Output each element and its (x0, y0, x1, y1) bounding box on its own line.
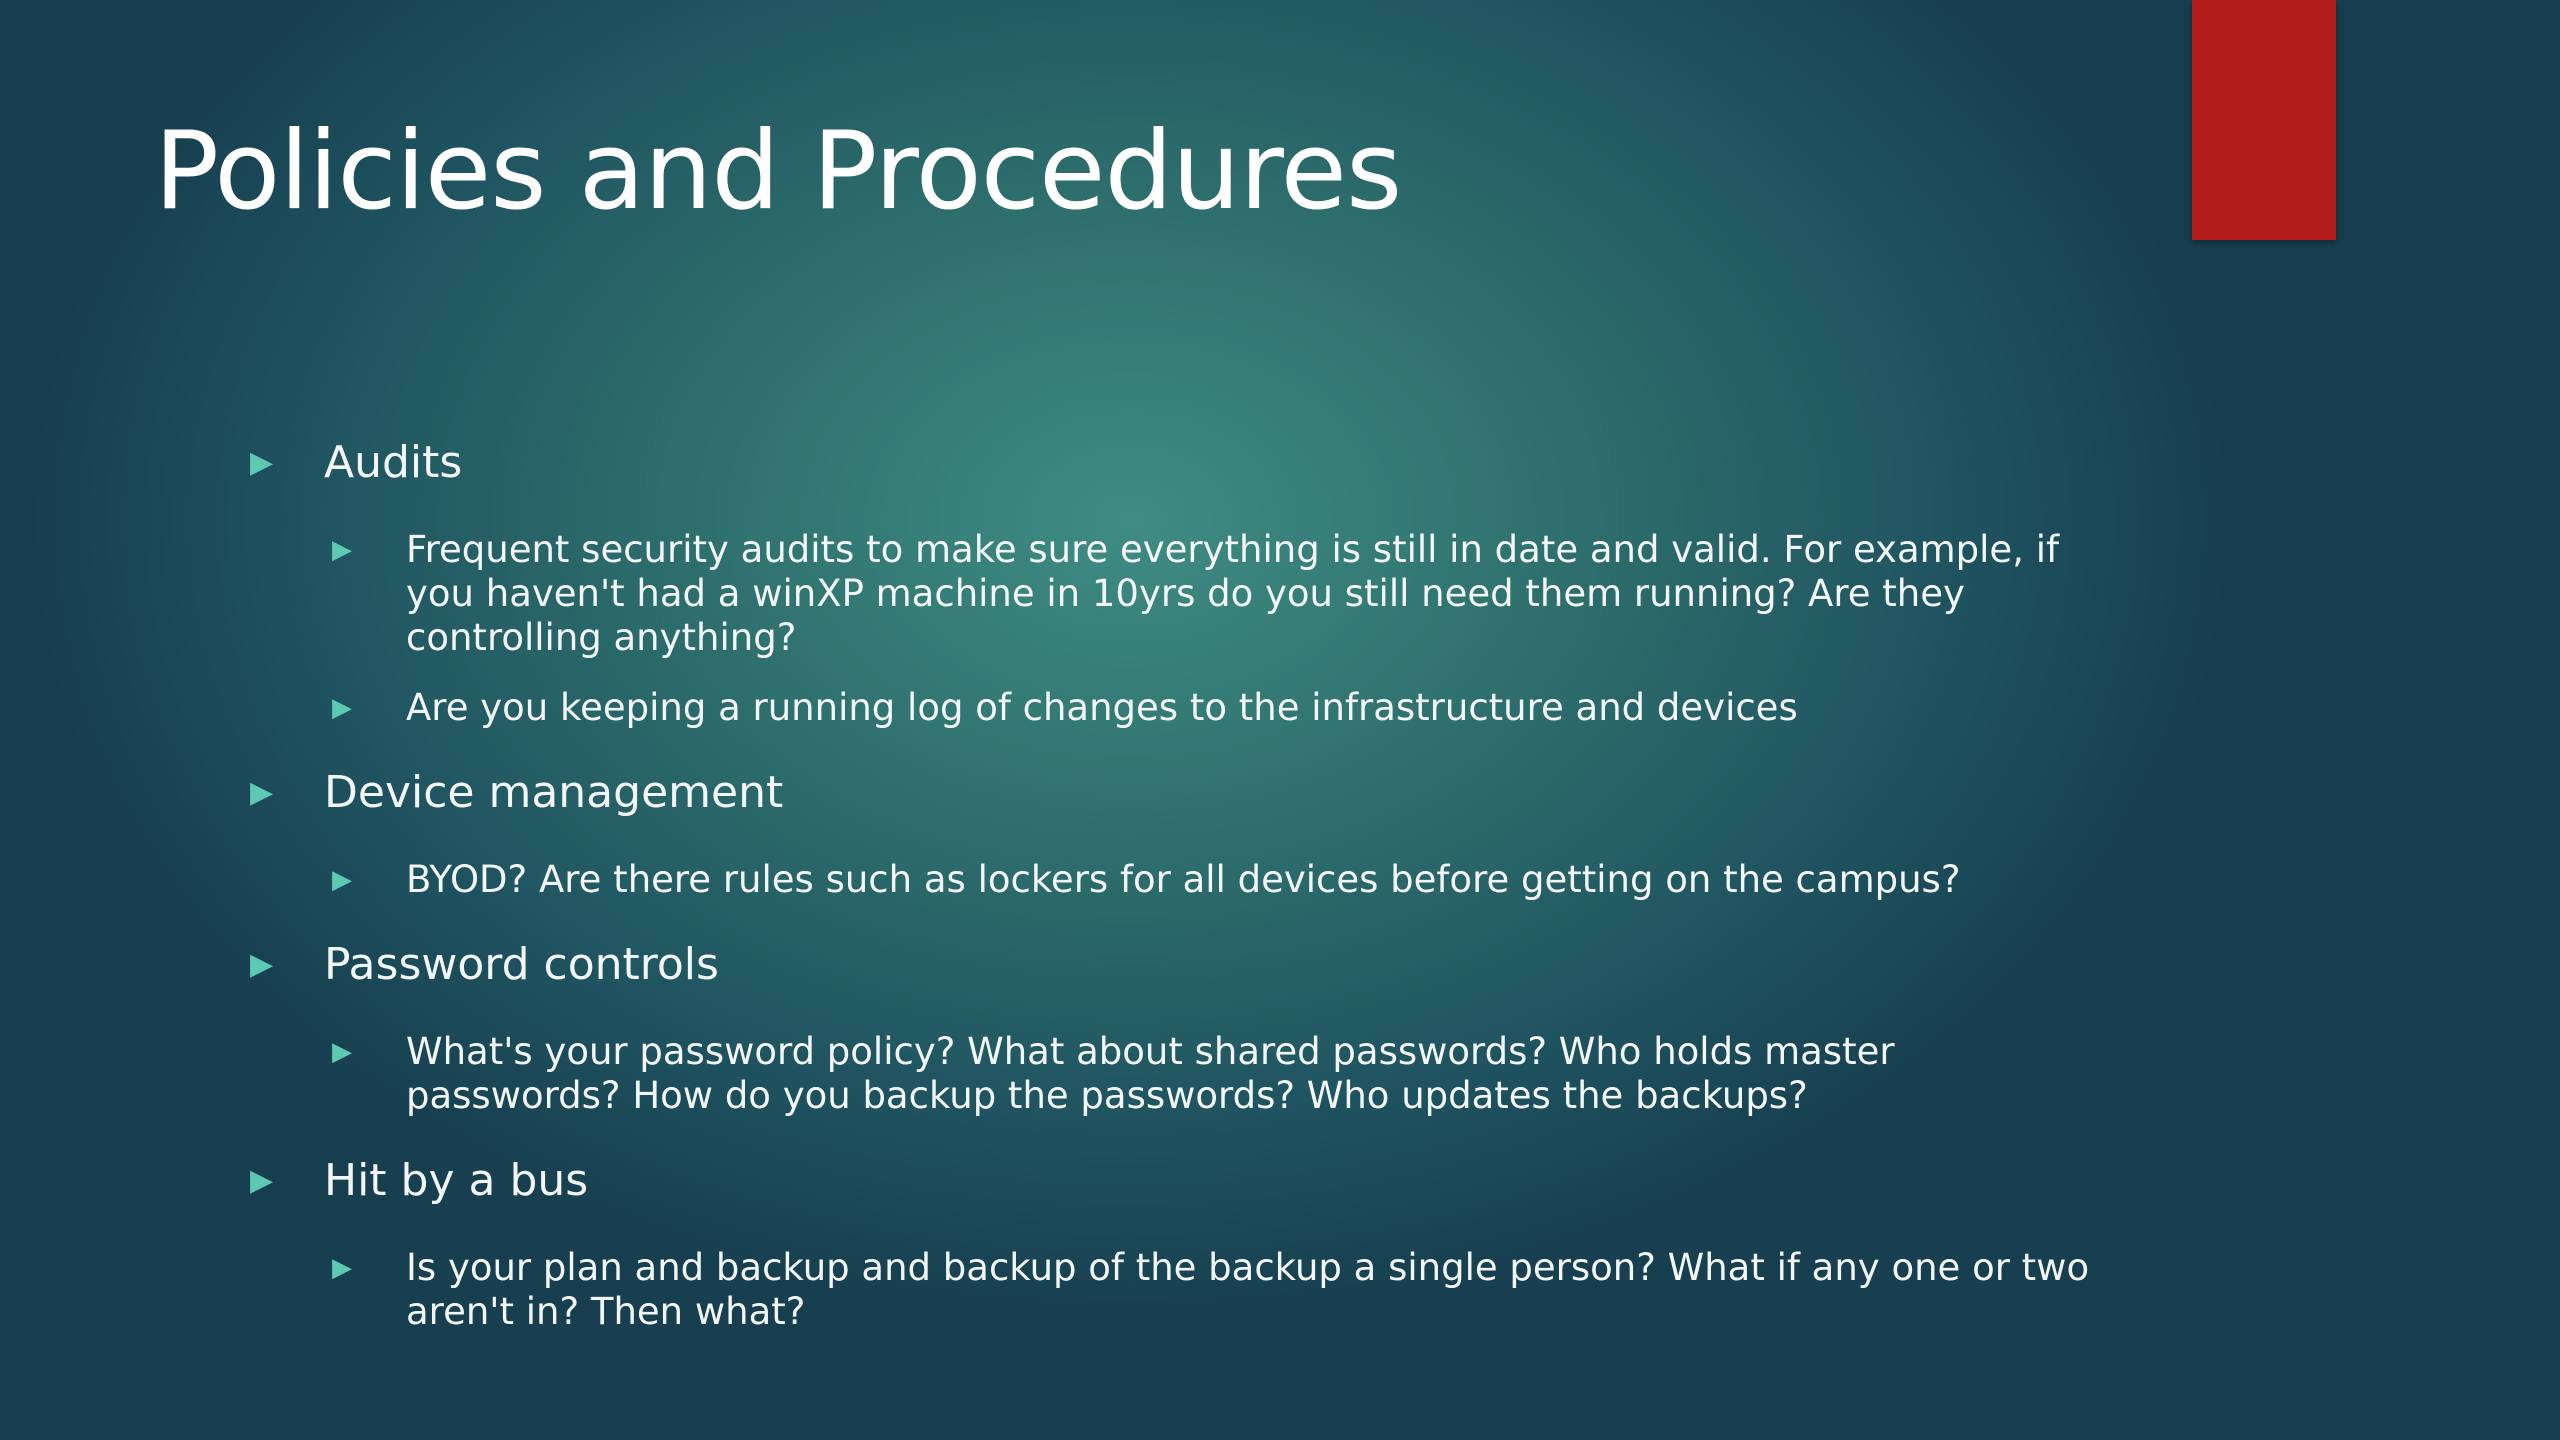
triangle-right-icon: ▶ (250, 1163, 274, 1198)
sub-bullet-item (248, 528, 2108, 660)
bullet-heading: Device management (324, 767, 784, 818)
sub-bullet-text: Are you keeping a running log of changes to the infrastructure and devices (406, 686, 1798, 729)
triangle-right-icon: ▶ (332, 535, 352, 565)
bullet-audits (248, 426, 2108, 500)
triangle-right-icon: ▶ (250, 775, 274, 810)
triangle-right-icon: ▶ (332, 1253, 352, 1283)
bullet-heading: Password controls (324, 939, 719, 990)
triangle-right-icon: ▶ (250, 445, 274, 480)
sub-bullet-text: Is your plan and backup and backup of the backup a single person? What if any one or two aren't in? Then what? (406, 1246, 2090, 1333)
sub-bullet-text: BYOD? Are there rules such as lockers for all devices before getting on the campus? (406, 858, 1961, 901)
bullet-heading: Hit by a bus (324, 1155, 589, 1206)
triangle-right-icon: ▶ (332, 865, 352, 895)
sub-bullets-hit-by-a-bus (248, 1246, 2108, 1334)
sub-bullets-audits (248, 528, 2108, 730)
triangle-right-icon: ▶ (332, 693, 352, 723)
sub-bullets-device-management (248, 858, 2108, 902)
accent-bar (2192, 0, 2336, 240)
triangle-right-icon: ▶ (250, 947, 274, 982)
bullet-device-management (248, 756, 2108, 830)
bullet-heading: Audits (324, 437, 463, 488)
bullet-hit-by-a-bus (248, 1144, 2108, 1218)
slide-title: Policies and Procedures (154, 109, 1402, 234)
sub-bullet-text: Frequent security audits to make sure everything is still in date and valid. For example, if you haven't had a winXP machine in 10yrs do you still need them running? Are they controlling anything? (406, 528, 2060, 659)
sub-bullet-item (248, 1030, 2108, 1118)
slide-content (248, 426, 2108, 1360)
bullet-password-controls (248, 928, 2108, 1002)
sub-bullet-item (248, 858, 2108, 902)
sub-bullet-item (248, 1246, 2108, 1334)
triangle-right-icon: ▶ (332, 1037, 352, 1067)
sub-bullet-item (248, 686, 2108, 730)
sub-bullets-password-controls (248, 1030, 2108, 1118)
sub-bullet-text: What's your password policy? What about shared passwords? Who holds master passwords? How do you backup the passwords? Who updates the backups? (406, 1030, 1895, 1117)
